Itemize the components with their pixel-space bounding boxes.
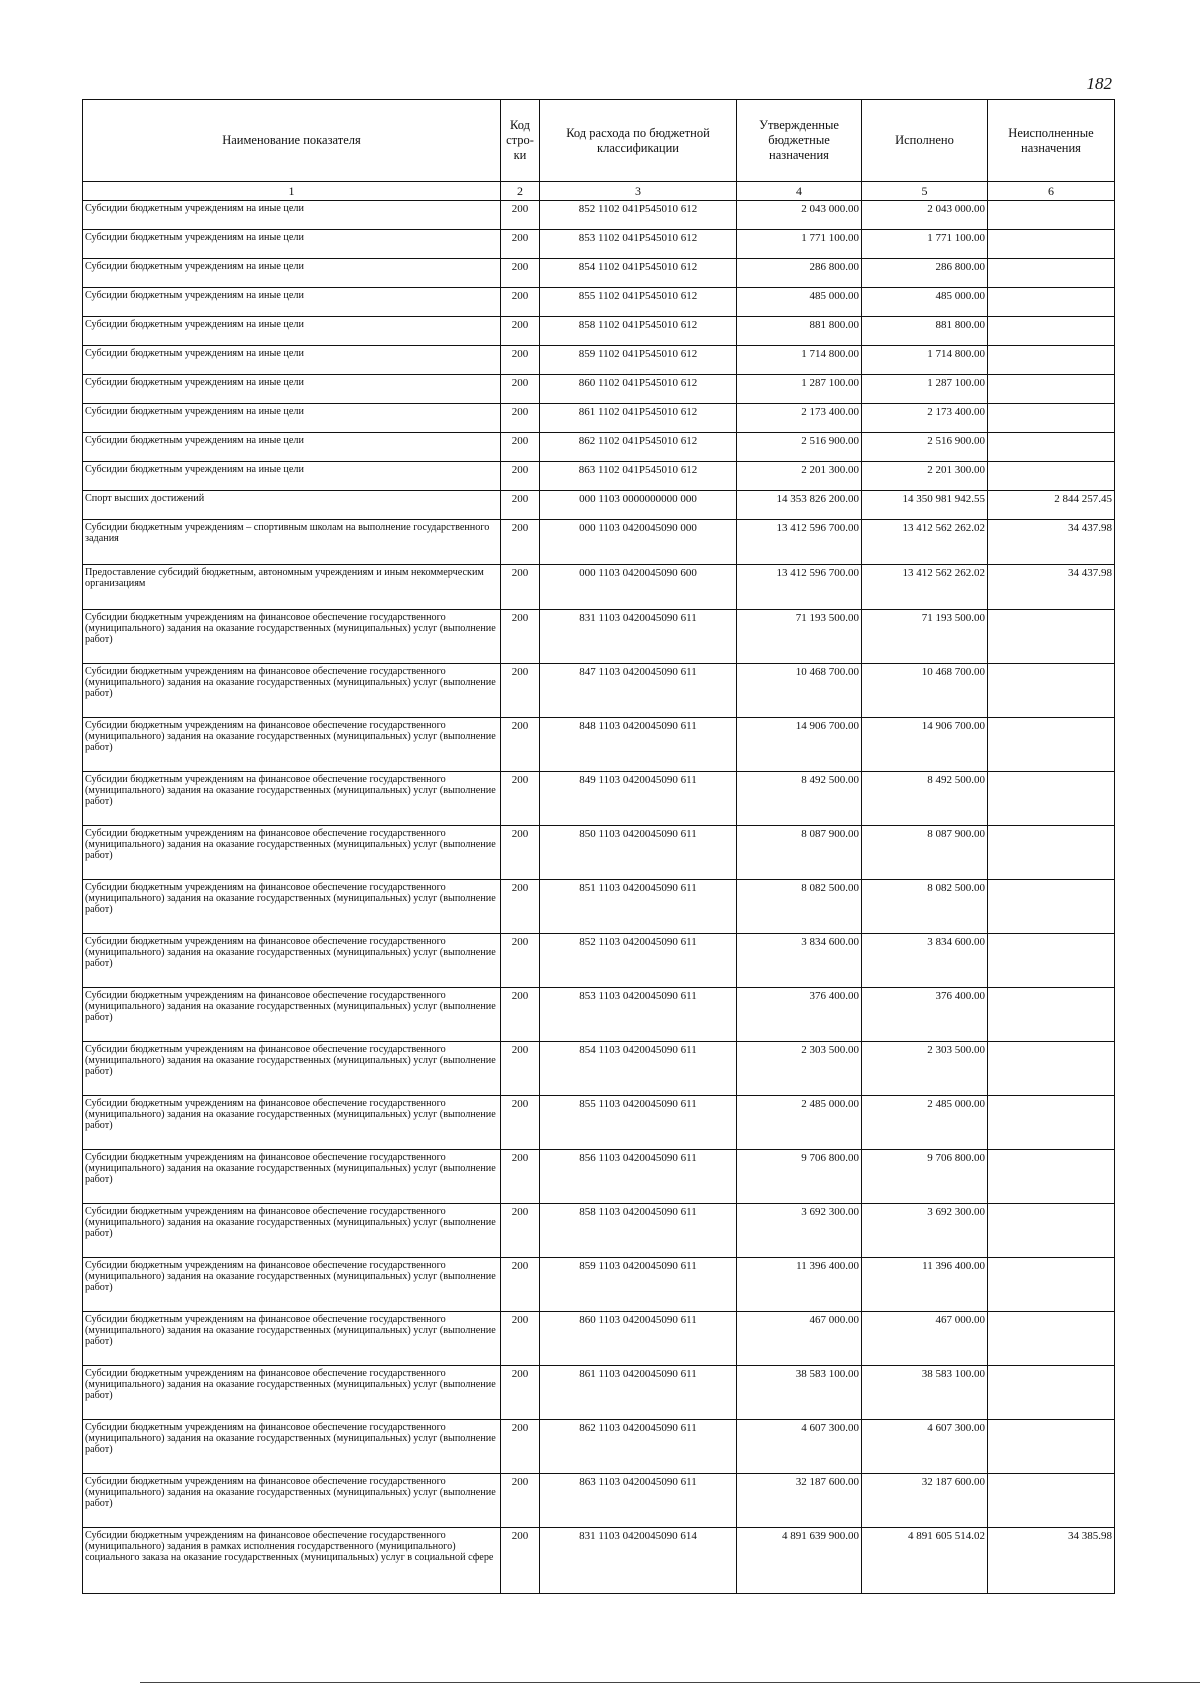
row-approved-amount: 8 082 500.00 xyxy=(737,880,862,934)
row-indicator-name: Субсидии бюджетным учреждениям на финансовое обеспечение государственного (муниципального) задания на оказание государственных (муниципальных) услуг (выполнение работ) xyxy=(83,1150,501,1204)
row-unexecuted-amount xyxy=(988,1042,1115,1096)
row-line-code: 200 xyxy=(501,1204,540,1258)
row-executed-amount: 3 834 600.00 xyxy=(862,934,988,988)
row-unexecuted-amount xyxy=(988,1258,1115,1312)
row-indicator-name: Субсидии бюджетным учреждениям на иные цели xyxy=(83,462,501,491)
row-executed-amount: 8 492 500.00 xyxy=(862,772,988,826)
row-approved-amount: 2 516 900.00 xyxy=(737,433,862,462)
row-line-code: 200 xyxy=(501,664,540,718)
table-row xyxy=(83,826,1115,880)
row-unexecuted-amount: 2 844 257.45 xyxy=(988,491,1115,520)
row-line-code: 200 xyxy=(501,772,540,826)
table-row xyxy=(83,1474,1115,1528)
row-approved-amount: 3 834 600.00 xyxy=(737,934,862,988)
header-budget-code: Код расхода по бюджетной классификации xyxy=(540,100,737,182)
row-budget-code: 853 1103 0420045090 611 xyxy=(540,988,737,1042)
table-row xyxy=(83,772,1115,826)
row-executed-amount: 10 468 700.00 xyxy=(862,664,988,718)
table-row xyxy=(83,346,1115,375)
row-budget-code: 863 1103 0420045090 611 xyxy=(540,1474,737,1528)
row-executed-amount: 11 396 400.00 xyxy=(862,1258,988,1312)
row-line-code: 200 xyxy=(501,1366,540,1420)
table-row xyxy=(83,520,1115,565)
row-executed-amount: 14 906 700.00 xyxy=(862,718,988,772)
row-approved-amount: 14 353 826 200.00 xyxy=(737,491,862,520)
row-budget-code: 858 1102 041P545010 612 xyxy=(540,317,737,346)
row-line-code: 200 xyxy=(501,375,540,404)
row-budget-code: 852 1103 0420045090 611 xyxy=(540,934,737,988)
row-indicator-name: Субсидии бюджетным учреждениям на финансовое обеспечение государственного (муниципального) задания на оказание государственных (муниципальных) услуг (выполнение работ) xyxy=(83,1042,501,1096)
row-indicator-name: Субсидии бюджетным учреждениям на финансовое обеспечение государственного (муниципального) задания на оказание государственных (муниципальных) услуг (выполнение работ) xyxy=(83,1312,501,1366)
table-row xyxy=(83,404,1115,433)
row-approved-amount: 2 043 000.00 xyxy=(737,201,862,230)
row-executed-amount: 485 000.00 xyxy=(862,288,988,317)
row-line-code: 200 xyxy=(501,462,540,491)
row-budget-code: 000 1103 0420045090 600 xyxy=(540,565,737,610)
row-line-code: 200 xyxy=(501,1096,540,1150)
row-line-code: 200 xyxy=(501,1420,540,1474)
row-executed-amount: 14 350 981 942.55 xyxy=(862,491,988,520)
row-unexecuted-amount xyxy=(988,259,1115,288)
table-row xyxy=(83,462,1115,491)
column-number: 1 xyxy=(83,182,501,201)
row-line-code: 200 xyxy=(501,317,540,346)
row-line-code: 200 xyxy=(501,433,540,462)
row-indicator-name: Субсидии бюджетным учреждениям на иные цели xyxy=(83,317,501,346)
row-approved-amount: 1 714 800.00 xyxy=(737,346,862,375)
row-executed-amount: 4 891 605 514.02 xyxy=(862,1528,988,1594)
row-executed-amount: 1 287 100.00 xyxy=(862,375,988,404)
row-indicator-name: Субсидии бюджетным учреждениям на финансовое обеспечение государственного (муниципального) задания на оказание государственных (муниципальных) услуг (выполнение работ) xyxy=(83,1474,501,1528)
row-unexecuted-amount: 34 437.98 xyxy=(988,565,1115,610)
header-unexecuted: Неисполненные назначения xyxy=(988,100,1115,182)
row-indicator-name: Предоставление субсидий бюджетным, автономным учреждениям и иным некоммерческим организациям xyxy=(83,565,501,610)
row-unexecuted-amount xyxy=(988,718,1115,772)
row-line-code: 200 xyxy=(501,934,540,988)
table-row xyxy=(83,317,1115,346)
row-approved-amount: 286 800.00 xyxy=(737,259,862,288)
row-unexecuted-amount xyxy=(988,934,1115,988)
row-budget-code: 831 1103 0420045090 611 xyxy=(540,610,737,664)
row-executed-amount: 376 400.00 xyxy=(862,988,988,1042)
row-executed-amount: 9 706 800.00 xyxy=(862,1150,988,1204)
row-approved-amount: 10 468 700.00 xyxy=(737,664,862,718)
row-budget-code: 851 1103 0420045090 611 xyxy=(540,880,737,934)
row-indicator-name: Субсидии бюджетным учреждениям на финансовое обеспечение государственного (муниципального) задания на оказание государственных (муниципальных) услуг (выполнение работ) xyxy=(83,1420,501,1474)
row-budget-code: 854 1103 0420045090 611 xyxy=(540,1042,737,1096)
table-row xyxy=(83,1042,1115,1096)
table-row xyxy=(83,718,1115,772)
row-line-code: 200 xyxy=(501,230,540,259)
column-number: 4 xyxy=(737,182,862,201)
row-indicator-name: Субсидии бюджетным учреждениям на финансовое обеспечение государственного (муниципального) задания в рамках исполнения государственного (муниципального) социального заказа на оказание государственных (муниципальных) услуг в социальной сфере xyxy=(83,1528,501,1594)
row-budget-code: 859 1103 0420045090 611 xyxy=(540,1258,737,1312)
row-unexecuted-amount xyxy=(988,317,1115,346)
table-row xyxy=(83,1312,1115,1366)
row-indicator-name: Субсидии бюджетным учреждениям на иные цели xyxy=(83,259,501,288)
row-indicator-name: Субсидии бюджетным учреждениям на иные цели xyxy=(83,346,501,375)
table-row xyxy=(83,1258,1115,1312)
row-approved-amount: 485 000.00 xyxy=(737,288,862,317)
row-approved-amount: 8 492 500.00 xyxy=(737,772,862,826)
table-row xyxy=(83,1420,1115,1474)
row-executed-amount: 881 800.00 xyxy=(862,317,988,346)
row-executed-amount: 2 485 000.00 xyxy=(862,1096,988,1150)
row-executed-amount: 2 173 400.00 xyxy=(862,404,988,433)
table-row xyxy=(83,1366,1115,1420)
row-indicator-name: Субсидии бюджетным учреждениям на финансовое обеспечение государственного (муниципального) задания на оказание государственных (муниципальных) услуг (выполнение работ) xyxy=(83,988,501,1042)
row-line-code: 200 xyxy=(501,1528,540,1594)
row-approved-amount: 4 891 639 900.00 xyxy=(737,1528,862,1594)
row-line-code: 200 xyxy=(501,404,540,433)
row-budget-code: 848 1103 0420045090 611 xyxy=(540,718,737,772)
row-line-code: 200 xyxy=(501,288,540,317)
page-number: 182 xyxy=(1086,74,1112,93)
row-approved-amount: 9 706 800.00 xyxy=(737,1150,862,1204)
row-unexecuted-amount xyxy=(988,201,1115,230)
row-indicator-name: Субсидии бюджетным учреждениям на иные цели xyxy=(83,375,501,404)
row-budget-code: 862 1102 041P545010 612 xyxy=(540,433,737,462)
row-approved-amount: 3 692 300.00 xyxy=(737,1204,862,1258)
budget-execution-table xyxy=(82,99,1115,1594)
row-line-code: 200 xyxy=(501,880,540,934)
row-unexecuted-amount xyxy=(988,1150,1115,1204)
table-row xyxy=(83,1204,1115,1258)
row-unexecuted-amount xyxy=(988,1474,1115,1528)
row-line-code: 200 xyxy=(501,1312,540,1366)
row-unexecuted-amount xyxy=(988,433,1115,462)
row-indicator-name: Субсидии бюджетным учреждениям на финансовое обеспечение государственного (муниципального) задания на оказание государственных (муниципальных) услуг (выполнение работ) xyxy=(83,664,501,718)
column-number: 6 xyxy=(988,182,1115,201)
row-line-code: 200 xyxy=(501,1474,540,1528)
table-row xyxy=(83,491,1115,520)
row-unexecuted-amount xyxy=(988,404,1115,433)
table-row xyxy=(83,664,1115,718)
row-executed-amount: 3 692 300.00 xyxy=(862,1204,988,1258)
row-unexecuted-amount xyxy=(988,346,1115,375)
row-executed-amount: 1 714 800.00 xyxy=(862,346,988,375)
row-executed-amount: 38 583 100.00 xyxy=(862,1366,988,1420)
row-line-code: 200 xyxy=(501,201,540,230)
row-unexecuted-amount xyxy=(988,826,1115,880)
row-line-code: 200 xyxy=(501,520,540,565)
row-budget-code: 862 1103 0420045090 611 xyxy=(540,1420,737,1474)
row-approved-amount: 13 412 596 700.00 xyxy=(737,565,862,610)
row-approved-amount: 2 201 300.00 xyxy=(737,462,862,491)
row-executed-amount: 1 771 100.00 xyxy=(862,230,988,259)
row-budget-code: 850 1103 0420045090 611 xyxy=(540,826,737,880)
row-approved-amount: 2 303 500.00 xyxy=(737,1042,862,1096)
row-line-code: 200 xyxy=(501,346,540,375)
column-number-row xyxy=(83,182,1115,201)
row-indicator-name: Субсидии бюджетным учреждениям на иные цели xyxy=(83,404,501,433)
header-row xyxy=(83,100,1115,182)
row-approved-amount: 467 000.00 xyxy=(737,1312,862,1366)
row-indicator-name: Субсидии бюджетным учреждениям на финансовое обеспечение государственного (муниципального) задания на оказание государственных (муниципальных) услуг (выполнение работ) xyxy=(83,718,501,772)
row-budget-code: 855 1103 0420045090 611 xyxy=(540,1096,737,1150)
row-indicator-name: Субсидии бюджетным учреждениям на финансовое обеспечение государственного (муниципального) задания на оказание государственных (муниципальных) услуг (выполнение работ) xyxy=(83,934,501,988)
row-budget-code: 854 1102 041P545010 612 xyxy=(540,259,737,288)
row-budget-code: 831 1103 0420045090 614 xyxy=(540,1528,737,1594)
row-indicator-name: Субсидии бюджетным учреждениям на финансовое обеспечение государственного (муниципального) задания на оказание государственных (муниципальных) услуг (выполнение работ) xyxy=(83,610,501,664)
column-number: 3 xyxy=(540,182,737,201)
table-row xyxy=(83,433,1115,462)
row-unexecuted-amount xyxy=(988,375,1115,404)
column-number: 2 xyxy=(501,182,540,201)
row-approved-amount: 32 187 600.00 xyxy=(737,1474,862,1528)
row-approved-amount: 4 607 300.00 xyxy=(737,1420,862,1474)
table-row xyxy=(83,201,1115,230)
table-body xyxy=(83,201,1115,1594)
row-unexecuted-amount xyxy=(988,880,1115,934)
row-unexecuted-amount xyxy=(988,988,1115,1042)
table-row xyxy=(83,1528,1115,1594)
row-approved-amount: 2 485 000.00 xyxy=(737,1096,862,1150)
row-executed-amount: 2 516 900.00 xyxy=(862,433,988,462)
row-approved-amount: 8 087 900.00 xyxy=(737,826,862,880)
header-executed: Исполнено xyxy=(862,100,988,182)
row-line-code: 200 xyxy=(501,826,540,880)
row-approved-amount: 1 771 100.00 xyxy=(737,230,862,259)
row-line-code: 200 xyxy=(501,1042,540,1096)
row-line-code: 200 xyxy=(501,491,540,520)
row-executed-amount: 286 800.00 xyxy=(862,259,988,288)
row-line-code: 200 xyxy=(501,565,540,610)
table-row xyxy=(83,230,1115,259)
row-unexecuted-amount xyxy=(988,772,1115,826)
row-budget-code: 853 1102 041P545010 612 xyxy=(540,230,737,259)
row-executed-amount: 8 087 900.00 xyxy=(862,826,988,880)
header-approved: Утвержденные бюджетные назначения xyxy=(737,100,862,182)
row-line-code: 200 xyxy=(501,1258,540,1312)
row-executed-amount: 71 193 500.00 xyxy=(862,610,988,664)
header-line-code: Код стро-ки xyxy=(501,100,540,182)
row-indicator-name: Субсидии бюджетным учреждениям на иные цели xyxy=(83,230,501,259)
row-indicator-name: Спорт высших достижений xyxy=(83,491,501,520)
row-approved-amount: 376 400.00 xyxy=(737,988,862,1042)
row-unexecuted-amount xyxy=(988,288,1115,317)
table-row xyxy=(83,259,1115,288)
table-row xyxy=(83,375,1115,404)
row-unexecuted-amount xyxy=(988,1096,1115,1150)
table-row xyxy=(83,288,1115,317)
row-indicator-name: Субсидии бюджетным учреждениям на финансовое обеспечение государственного (муниципального) задания на оказание государственных (муниципальных) услуг (выполнение работ) xyxy=(83,772,501,826)
row-unexecuted-amount xyxy=(988,664,1115,718)
row-executed-amount: 2 043 000.00 xyxy=(862,201,988,230)
row-executed-amount: 2 201 300.00 xyxy=(862,462,988,491)
table-row xyxy=(83,988,1115,1042)
row-indicator-name: Субсидии бюджетным учреждениям на иные цели xyxy=(83,288,501,317)
table-row xyxy=(83,565,1115,610)
row-approved-amount: 38 583 100.00 xyxy=(737,1366,862,1420)
row-indicator-name: Субсидии бюджетным учреждениям на финансовое обеспечение государственного (муниципального) задания на оказание государственных (муниципальных) услуг (выполнение работ) xyxy=(83,880,501,934)
row-line-code: 200 xyxy=(501,610,540,664)
header-indicator-name: Наименование показателя xyxy=(83,100,501,182)
row-indicator-name: Субсидии бюджетным учреждениям на финансовое обеспечение государственного (муниципального) задания на оказание государственных (муниципальных) услуг (выполнение работ) xyxy=(83,1096,501,1150)
row-indicator-name: Субсидии бюджетным учреждениям – спортивным школам на выполнение государственного задания xyxy=(83,520,501,565)
table-row xyxy=(83,1096,1115,1150)
row-executed-amount: 8 082 500.00 xyxy=(862,880,988,934)
row-budget-code: 861 1102 041P545010 612 xyxy=(540,404,737,433)
row-budget-code: 855 1102 041P545010 612 xyxy=(540,288,737,317)
row-approved-amount: 71 193 500.00 xyxy=(737,610,862,664)
row-budget-code: 858 1103 0420045090 611 xyxy=(540,1204,737,1258)
row-executed-amount: 2 303 500.00 xyxy=(862,1042,988,1096)
row-budget-code: 860 1102 041P545010 612 xyxy=(540,375,737,404)
row-approved-amount: 1 287 100.00 xyxy=(737,375,862,404)
table-row xyxy=(83,610,1115,664)
row-executed-amount: 13 412 562 262.02 xyxy=(862,520,988,565)
row-unexecuted-amount: 34 437.98 xyxy=(988,520,1115,565)
row-budget-code: 852 1102 041P545010 612 xyxy=(540,201,737,230)
row-line-code: 200 xyxy=(501,718,540,772)
row-unexecuted-amount: 34 385.98 xyxy=(988,1528,1115,1594)
row-executed-amount: 467 000.00 xyxy=(862,1312,988,1366)
row-approved-amount: 881 800.00 xyxy=(737,317,862,346)
row-unexecuted-amount xyxy=(988,1312,1115,1366)
bottom-rule xyxy=(140,1682,1200,1683)
table-row xyxy=(83,1150,1115,1204)
row-budget-code: 856 1103 0420045090 611 xyxy=(540,1150,737,1204)
row-unexecuted-amount xyxy=(988,1366,1115,1420)
row-line-code: 200 xyxy=(501,259,540,288)
row-indicator-name: Субсидии бюджетным учреждениям на финансовое обеспечение государственного (муниципального) задания на оказание государственных (муниципальных) услуг (выполнение работ) xyxy=(83,1366,501,1420)
row-unexecuted-amount xyxy=(988,230,1115,259)
row-budget-code: 000 1103 0000000000 000 xyxy=(540,491,737,520)
row-budget-code: 863 1102 041P545010 612 xyxy=(540,462,737,491)
row-indicator-name: Субсидии бюджетным учреждениям на иные цели xyxy=(83,201,501,230)
row-line-code: 200 xyxy=(501,1150,540,1204)
row-unexecuted-amount xyxy=(988,462,1115,491)
row-approved-amount: 13 412 596 700.00 xyxy=(737,520,862,565)
row-executed-amount: 13 412 562 262.02 xyxy=(862,565,988,610)
table-row xyxy=(83,934,1115,988)
row-approved-amount: 11 396 400.00 xyxy=(737,1258,862,1312)
row-budget-code: 861 1103 0420045090 611 xyxy=(540,1366,737,1420)
row-indicator-name: Субсидии бюджетным учреждениям на финансовое обеспечение государственного (муниципального) задания на оказание государственных (муниципальных) услуг (выполнение работ) xyxy=(83,1258,501,1312)
table-row xyxy=(83,880,1115,934)
row-unexecuted-amount xyxy=(988,1204,1115,1258)
row-budget-code: 847 1103 0420045090 611 xyxy=(540,664,737,718)
row-indicator-name: Субсидии бюджетным учреждениям на финансовое обеспечение государственного (муниципального) задания на оказание государственных (муниципальных) услуг (выполнение работ) xyxy=(83,1204,501,1258)
row-indicator-name: Субсидии бюджетным учреждениям на финансовое обеспечение государственного (муниципального) задания на оказание государственных (муниципальных) услуг (выполнение работ) xyxy=(83,826,501,880)
row-unexecuted-amount xyxy=(988,1420,1115,1474)
row-budget-code: 000 1103 0420045090 000 xyxy=(540,520,737,565)
row-budget-code: 859 1102 041P545010 612 xyxy=(540,346,737,375)
row-executed-amount: 32 187 600.00 xyxy=(862,1474,988,1528)
row-approved-amount: 2 173 400.00 xyxy=(737,404,862,433)
row-budget-code: 849 1103 0420045090 611 xyxy=(540,772,737,826)
row-unexecuted-amount xyxy=(988,610,1115,664)
row-line-code: 200 xyxy=(501,988,540,1042)
row-approved-amount: 14 906 700.00 xyxy=(737,718,862,772)
row-indicator-name: Субсидии бюджетным учреждениям на иные цели xyxy=(83,433,501,462)
column-number: 5 xyxy=(862,182,988,201)
row-executed-amount: 4 607 300.00 xyxy=(862,1420,988,1474)
row-budget-code: 860 1103 0420045090 611 xyxy=(540,1312,737,1366)
